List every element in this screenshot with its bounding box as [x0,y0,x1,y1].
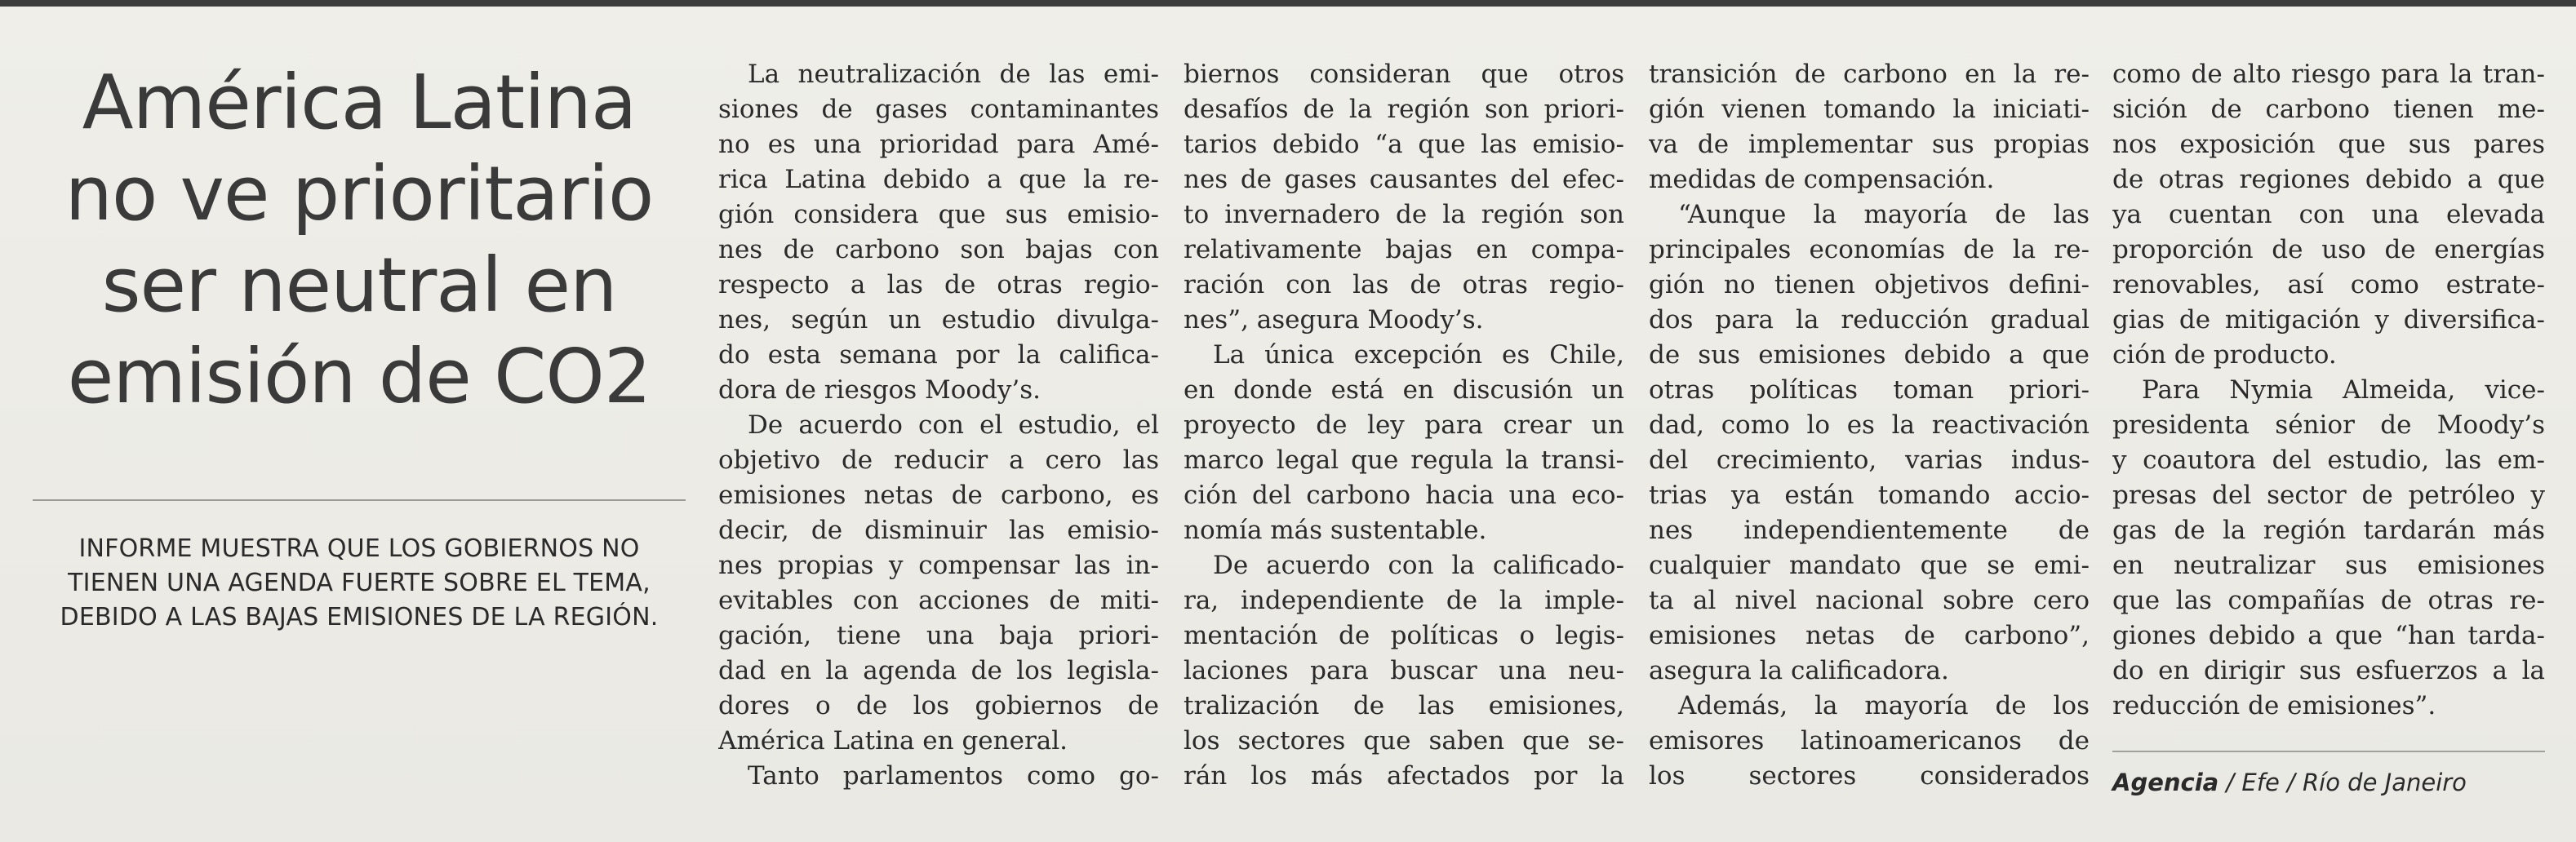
body-line: en donde está en discusión un [1184,375,1624,405]
body-line: gión considera que sus emisio- [718,200,1159,229]
body-line: Además, la mayoría de los [1678,691,2090,720]
body-line: rán los más afectados por la [1184,761,1624,791]
credit-agency: Agencia [2112,769,2219,796]
body-line: De acuerdo con el estudio, el [748,410,1159,440]
body-line: biernos consideran que otros [1184,60,1624,89]
body-line: La neutralización de las emi- [748,60,1159,89]
body-line: ración con las de otras regio- [1184,270,1624,299]
body-line: Para Nymia Almeida, vice- [2142,375,2545,405]
body-line: como de alto riesgo para la tran- [2112,60,2545,89]
body-line: dad en la agenda de los legisla- [718,656,1159,685]
body-line: nes independientemente de [1649,516,2090,545]
body-line: proporción de uso de energías [2112,235,2545,264]
deck-line: INFORME MUESTRA QUE LOS GOBIERNOS NO [78,534,640,563]
body-line: gación, tiene una baja priori- [718,621,1159,650]
article-column-1 [718,57,1159,816]
body-line: trias ya están tomando accio- [1649,481,2090,510]
body-line: proyecto de ley para crear un [1184,410,1624,440]
body-line: presas del sector de petróleo y [2112,481,2545,510]
body-line: rica Latina debido a que la re- [718,165,1159,194]
body-line: dos para la reducción gradual [1649,305,2090,335]
deck-line: DEBIDO A LAS BAJAS EMISIONES DE LA REGIÓN. [60,603,659,632]
body-line: emisores latinoamericanos de [1649,726,2090,756]
body-line: relativamente bajas en compa- [1184,235,1624,264]
body-line: La única excepción es Chile, [1213,340,1624,370]
headline [33,57,686,423]
body-line: los sectores que saben que se- [1184,726,1624,756]
body-line: nos exposición que sus pares [2112,130,2545,159]
body-line: ción del carbono hacia una eco- [1184,481,1624,510]
body-line: gión vienen tomando la iniciati- [1649,95,2090,124]
body-line: “Aunque la mayoría de las [1678,200,2090,229]
body-line: gias de mitigación y diversifica- [2112,305,2545,335]
body-line: dores o de los gobiernos de [718,691,1159,720]
body-line: to invernadero de la región son [1184,200,1624,229]
body-line: nes propias y compensar las in- [718,551,1159,580]
body-line: otras políticas toman priori- [1649,375,2090,405]
body-line: ta al nivel nacional sobre cero [1649,586,2090,615]
body-line: nes de carbono son bajas con [718,235,1159,264]
headline-block [33,57,686,423]
credit-source: / Efe / Río de Janeiro [2218,769,2467,796]
body-line: tarios debido “a que las emisio- [1184,130,1624,159]
body-line: do en dirigir sus esfuerzos a la [2112,656,2545,685]
body-line: objetivo de reducir a cero las [718,445,1159,475]
body-line: Tanto parlamentos como go- [748,761,1159,791]
body-line: mentación de políticas o legis- [1184,621,1624,650]
body-line: evitables con acciones de miti- [718,586,1159,615]
body-line: emisiones netas de carbono, es [718,481,1159,510]
credit-rule [2112,751,2545,752]
body-line: y coautora del estudio, las em- [2112,445,2545,475]
body-line: del crecimiento, varias indus- [1649,445,2090,475]
body-line: ra, independiente de la imple- [1184,586,1624,615]
body-line: los sectores considerados [1649,761,2090,791]
body-line: medidas de compensación. [1649,165,1995,194]
body-line: no es una prioridad para Amé- [718,130,1159,159]
body-line: siones de gases contaminantes [718,95,1159,124]
article-column-3 [1649,57,2090,816]
deck-subheadline [33,532,686,635]
headline-line: emisión de CO2 [67,333,651,420]
body-line: do esta semana por la califica- [718,340,1159,370]
top-rule [0,0,2576,7]
headline-line: no ve prioritario [64,150,654,237]
body-line: que las compañías de otras re- [2112,586,2545,615]
body-line: América Latina en general. [718,726,1068,756]
body-line: gión no tienen objetivos defini- [1649,270,2090,299]
body-line: tralización de las emisiones, [1184,691,1624,720]
body-line: cualquier mandato que se emi- [1649,551,2090,580]
headline-line: ser neutral en [101,242,617,329]
body-line: de sus emisiones debido a que [1649,340,2090,370]
body-line: nes”, asegura Moody’s. [1184,305,1484,335]
body-line: desafíos de la región son priori- [1184,95,1624,124]
body-line: sición de carbono tienen me- [2112,95,2545,124]
body-line: emisiones netas de carbono”, [1649,621,2090,650]
body-line: asegura la calificadora. [1649,656,1949,685]
body-line: transición de carbono en la re- [1649,60,2090,89]
body-line: en neutralizar sus emisiones [2112,551,2545,580]
body-line: ya cuentan con una elevada [2112,200,2545,229]
body-line: reducción de emisiones”. [2112,691,2436,720]
body-line: va de implementar sus propias [1649,130,2090,159]
body-line: giones debido a que “han tarda- [2112,621,2545,650]
headline-divider [33,499,686,501]
body-line: dad, como lo es la reactivación [1649,410,2090,440]
deck-line: TIENEN UNA AGENDA FUERTE SOBRE EL TEMA, [68,569,651,597]
body-line: gas de la región tardarán más [2112,516,2545,545]
body-line: de otras regiones debido a que [2112,165,2545,194]
article-column-2 [1184,57,1624,816]
body-line: nes, según un estudio divulga- [718,305,1159,335]
body-line: ción de producto. [2112,340,2337,370]
body-line: renovables, así como estrate- [2112,270,2545,299]
body-line: De acuerdo con la calificado- [1213,551,1624,580]
headline-line: América Latina [82,59,637,146]
body-line: dora de riesgos Moody’s. [718,375,1042,405]
body-line: laciones para buscar una neu- [1184,656,1624,685]
body-line: respecto a las de otras regio- [718,270,1159,299]
body-line: nes de gases causantes del efec- [1184,165,1624,194]
body-line: nomía más sustentable. [1184,516,1487,545]
body-line: decir, de disminuir las emisio- [718,516,1159,545]
byline-credit [2112,769,2467,796]
body-line: presidenta sénior de Moody’s [2112,410,2545,440]
body-line: marco legal que regula la transi- [1184,445,1624,475]
body-line: principales economías de la re- [1649,235,2090,264]
article-column-4 [2112,57,2545,816]
